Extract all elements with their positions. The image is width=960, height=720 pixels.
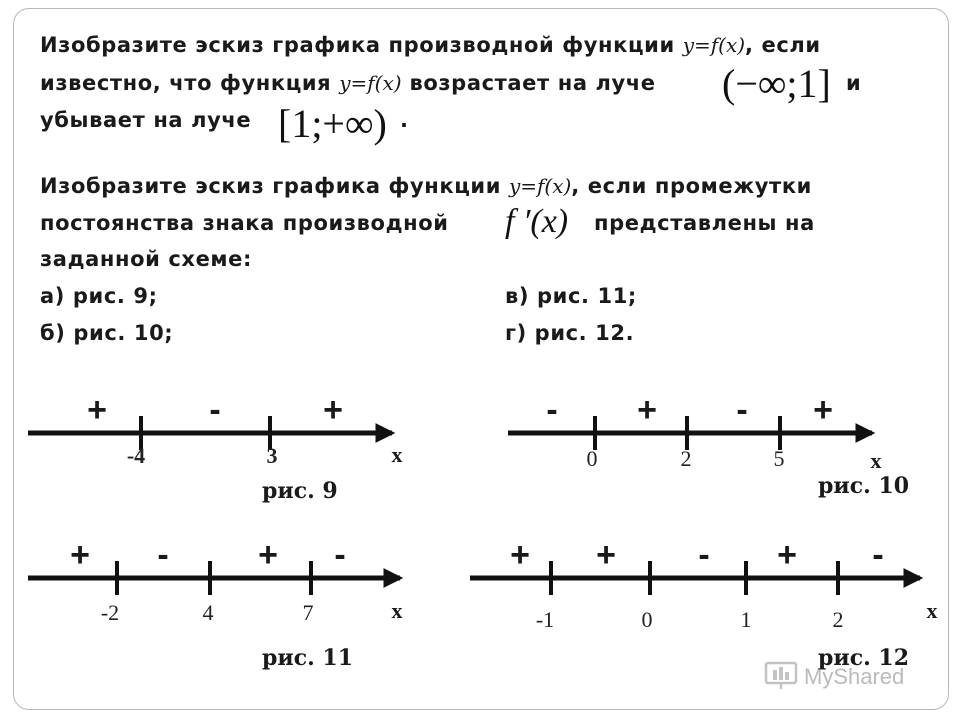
sign-diagram-3 [28, 536, 403, 671]
interval-decreasing: [1;+∞) [278, 101, 387, 146]
minus-sign: - [157, 536, 169, 574]
tick-label: 5 [773, 446, 785, 471]
watermark [764, 660, 924, 694]
minus-sign: - [334, 536, 346, 574]
task2-line3: заданной схеме: [40, 247, 253, 271]
task1-text: , если [745, 33, 821, 57]
task2-text: постоянства знака производной [40, 211, 449, 235]
task2-line2b: представлены на [594, 211, 815, 235]
watermark-text: MyShared [804, 664, 905, 689]
function-notation: y=f(x) [682, 33, 746, 57]
plus-sign: + [596, 536, 616, 574]
minus-sign: - [872, 536, 884, 574]
tick-label: 2 [832, 607, 844, 632]
option-d: г) рис. 12. [505, 321, 635, 345]
tick-label: -1 [535, 607, 555, 632]
tick-label: 2 [680, 446, 692, 471]
option-a: а) рис. 9; [40, 284, 158, 308]
tick-label: 7 [302, 600, 314, 625]
axis-label-x: x [870, 448, 882, 473]
plus-sign: + [87, 391, 107, 429]
figure-caption: рис. 10 [818, 473, 910, 499]
sign-diagram-4 [470, 536, 938, 671]
task2-text: Изобразите эскиз графика функции [40, 174, 502, 198]
tick-label: 0 [641, 607, 653, 632]
task1-text: возрастает на луче [409, 71, 656, 95]
plus-sign: + [510, 536, 530, 574]
sign-diagram-2 [508, 391, 909, 499]
option-c: в) рис. 11; [505, 284, 637, 308]
option-b: б) рис. 10; [40, 321, 174, 345]
function-notation: y=f(x) [508, 174, 572, 198]
minus-sign: - [698, 536, 710, 574]
presentation-icon [764, 660, 798, 694]
figure-caption: рис. 11 [262, 645, 354, 671]
task1-text: Изобразите эскиз графика производной функции [40, 33, 675, 57]
plus-sign: + [70, 536, 90, 574]
minus-sign: - [546, 391, 558, 429]
axis-label-x: x [391, 598, 403, 623]
axis-label-x: x [926, 598, 938, 623]
tick-label: -2 [100, 600, 120, 625]
minus-sign: - [736, 391, 748, 429]
derivative-notation: f ′(x) [505, 203, 569, 240]
task1-period: . [400, 108, 409, 132]
plus-sign: + [637, 391, 657, 429]
interval-increasing: (−∞;1] [722, 61, 831, 106]
plus-sign: + [258, 536, 278, 574]
tick-label: 4 [202, 600, 214, 625]
minus-sign: - [209, 391, 221, 429]
figure-caption: рис. 12 [818, 645, 910, 671]
plus-sign: + [777, 536, 797, 574]
tick-label: 3 [266, 443, 278, 468]
axis-label-x: x [391, 442, 403, 467]
task1-and: и [846, 71, 862, 95]
plus-sign: + [323, 391, 343, 429]
tick-label: -4 [126, 443, 146, 468]
tick-label: 1 [740, 607, 752, 632]
plus-sign: + [813, 391, 833, 429]
task1-text: известно, что функция [40, 71, 332, 95]
task2-text: , если промежутки [571, 174, 812, 198]
function-notation: y=f(x) [339, 71, 402, 95]
figure-caption: рис. 9 [262, 478, 338, 504]
tick-label: 0 [586, 446, 598, 471]
task1-text: убывает на луче [40, 108, 252, 132]
sign-diagram-1 [28, 391, 403, 504]
